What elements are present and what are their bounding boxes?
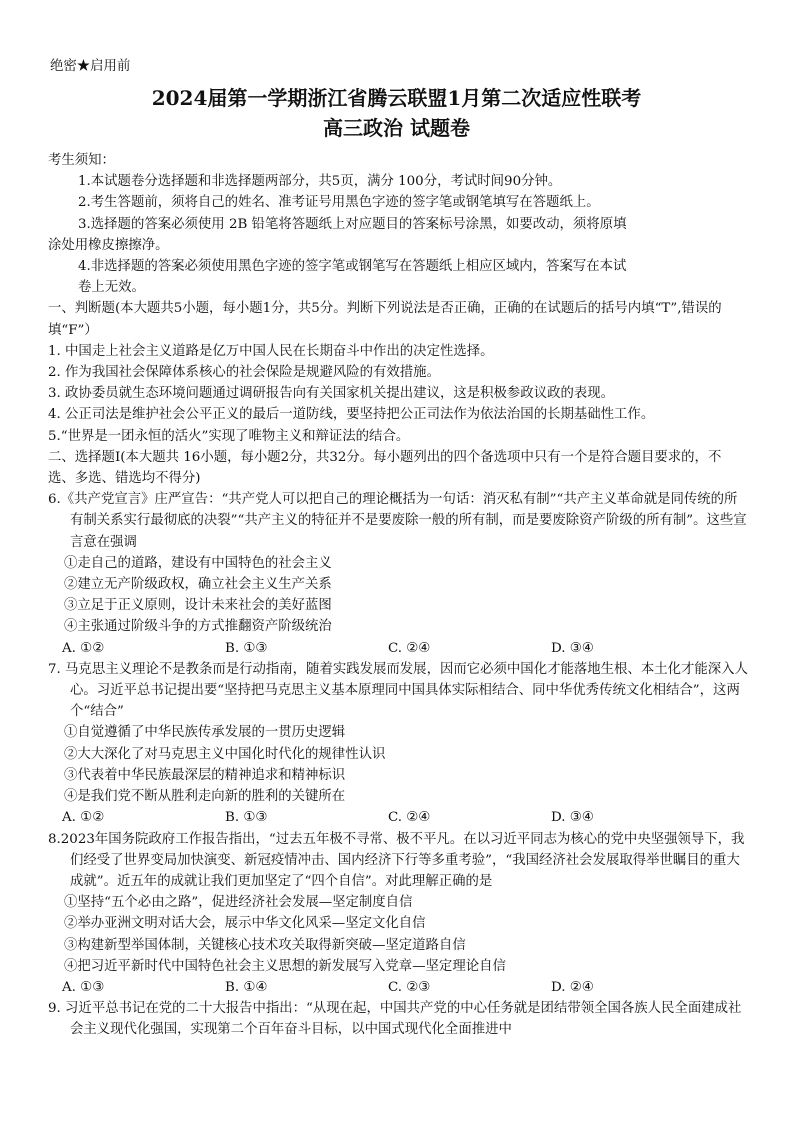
choice-d: D. ②④: [551, 979, 594, 995]
question-item: 5.“世界是一团永恒的活火”实现了唯物主义和辩证法的结合。: [48, 428, 410, 444]
notice-item: 涂处用橡皮擦擦净。: [48, 237, 169, 253]
question-item: 2. 作为我国社会保障体系核心的社会保险是规避风险的有效措施。: [48, 365, 440, 381]
question-item: 4. 公正司法是维护社会公平正义的最后一道防线，要坚持把公正司法作为依法治国的长期基础性工作。: [48, 407, 655, 423]
question-9-stem: 9. 习近平总书记在党的二十大报告中指出：“从现在起，中国共产党的中心任务就是团结带领全国各族人民全面建成社会主义现代化强国，实现第二个百年奋斗目标，以中国式现代化全面推进中: [48, 1001, 742, 1038]
option-item: ①走自己的道路，建设有中国特色的社会主义: [64, 555, 332, 571]
notice-item: 2.考生答题前，须将自己的姓名、准考证号用黑色字迹的签字笔或钢笔填写在答题纸上。: [78, 195, 600, 211]
option-item: ②举办亚洲文明对话大会，展示中华文化风采—坚定文化自信: [64, 916, 426, 932]
notice-item: 卷上无效。: [78, 280, 145, 296]
notice-heading: 考生须知：: [48, 153, 115, 168]
choice-b: B. ①③: [225, 640, 268, 656]
section2-heading: 二、选择题Ⅰ(本大题共 16小题，每小题2分，共32分。每小题列出的四个备选项中只有一个是符合题目要求的，不选、多选、错选均不得分): [48, 449, 722, 487]
section1-heading: 一、判断题(本大题共5小题，每小题1分，共5分。判断下列说法是否正确，正确的在试题后的括号内填“T”,错误的填“F”）: [48, 301, 722, 338]
option-item: ④把习近平新时代中国特色社会主义思想的新发展写入党章—坚定理论自信: [64, 958, 506, 974]
exam-subtitle: 高三政治 试题卷: [323, 116, 470, 140]
answer-choices: [48, 638, 748, 659]
choice-a: A. ①②: [62, 810, 105, 826]
option-item: ①坚持“五个必由之路”，促进经济社会发展—坚定制度自信: [64, 895, 413, 911]
answer-choices: [48, 977, 748, 998]
option-item: ③构建新型举国体制，关键核心技术攻关取得新突破—坚定道路自信: [64, 937, 466, 953]
choice-a: A. ①③: [62, 979, 105, 995]
choice-a: A. ①②: [62, 640, 105, 656]
choice-c: C. ②③: [388, 979, 431, 995]
question-7-stem: 7. 马克思主义理论不是教条而是行动指南，随着实践发展而发展，因而它必须中国化才能落地生根、本土化才能深入人心。习近平总书记提出要“坚持把马克思主义基本原理同中国具体实际相结合、同中华优秀传统文化相结合”，这两个“结合”: [48, 661, 748, 720]
answer-choices: [48, 807, 748, 828]
question-item: 1. 中国走上社会主义道路是亿万中国人民在长期奋斗中作出的决定性选择。: [48, 343, 494, 359]
notice-item: 3.选择题的答案必须使用 2B 铅笔将答题纸上对应题目的答案标号涂黑，如要改动，须将原填: [78, 216, 627, 232]
question-item: 3. 政协委员就生态环境问题通过调研报告向有关国家机关提出建议，这是积极参政议政的表现。: [48, 386, 615, 402]
option-item: ②大大深化了对马克思主义中国化时代化的规律性认识: [64, 746, 386, 762]
question-6-stem: 6.《共产党宣言》庄严宣告：“共产党人可以把自己的理论概括为一句话：消灭私有制”“共产主义革命就是同传统的所有制关系实行最彻底的决裂”“共产主义的特征并不是要废除一般的所有制，而是要废除资产阶级的所有制”。这些宣言意在强调: [48, 492, 747, 550]
exam-title: 2024届第一学期浙江省腾云联盟1月第二次适应性联考: [151, 86, 642, 110]
option-item: ③立足于正义原则，设计未来社会的美好蓝图: [64, 598, 332, 614]
confidential-mark: 绝密★启用前: [50, 59, 131, 74]
option-item: ④主张通过阶级斗争的方式推翻资产阶级统治: [64, 619, 332, 635]
option-item: ④是我们党不断从胜利走向新的胜利的关键所在: [64, 789, 346, 805]
choice-d: D. ③④: [551, 810, 594, 826]
choice-d: D. ③④: [551, 640, 594, 656]
exam-body: [48, 150, 748, 1041]
choice-b: B. ①③: [225, 810, 268, 826]
notice-item: 4.非选择题的答案必须使用黑色字迹的签字笔或钢笔写在答题纸上相应区域内，答案写在本试: [78, 259, 627, 275]
notice-item: 1.本试题卷分选择题和非选择题两部分，共5页，满分 100分，考试时间90分钟。: [78, 174, 562, 190]
choice-c: C. ②④: [388, 810, 431, 826]
choice-b: B. ①④: [225, 979, 268, 995]
question-8-stem: 8.2023年国务院政府工作报告指出，“过去五年极不寻常、极不平凡。在以习近平同志为核心的党中央坚强领导下，我们经受了世界变局加快演变、新冠疫情冲击、国内经济下行等多重考验”，“我国经济社会发展取得举世瞩目的重大成就”。近五年的成就让我们更加坚定了“四个自信”。对此理解正确的是: [48, 831, 745, 889]
option-item: ①自觉遵循了中华民族传承发展的一贯历史逻辑: [64, 725, 346, 741]
option-item: ②建立无产阶级政权，确立社会主义生产关系: [64, 577, 332, 593]
choice-c: C. ②④: [388, 640, 431, 656]
option-item: ③代表着中华民族最深层的精神追求和精神标识: [64, 767, 346, 783]
